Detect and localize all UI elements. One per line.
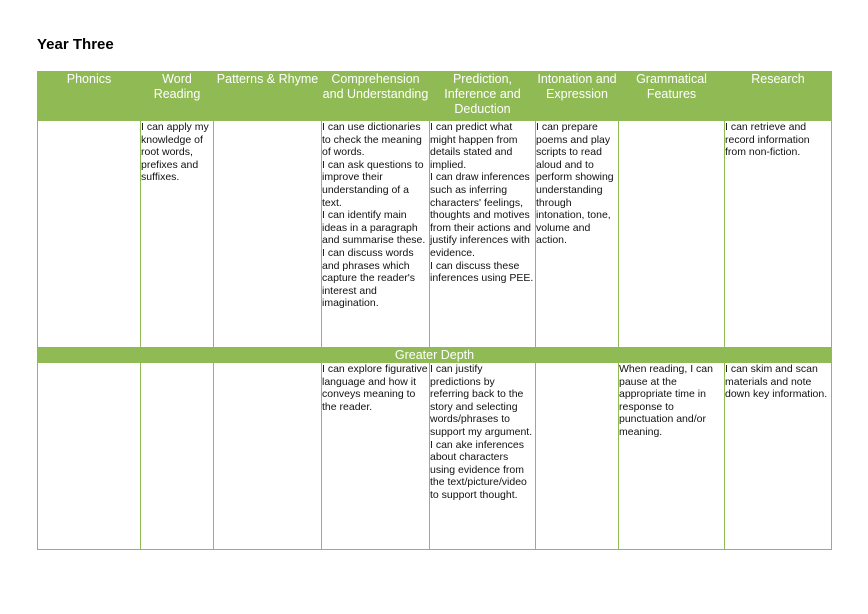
comprehension-cell (322, 121, 430, 348)
statement: I can ake inferences about characters using evidence from the text/picture/video to support thought. (430, 438, 527, 501)
patterns-rhyme-cell (214, 121, 322, 348)
intonation-cell (536, 363, 619, 550)
research-cell (725, 121, 832, 348)
prediction-cell (430, 121, 536, 348)
column-header-word-reading: Word Reading (141, 72, 214, 121)
statement: I can identify main ideas in a paragraph and summarise these. (322, 209, 426, 247)
statement: I can discuss these inferences using PEE. (430, 259, 534, 285)
prediction-cell (430, 363, 536, 550)
grammatical-cell (619, 363, 725, 550)
column-header-grammatical: Grammatical Features (619, 72, 725, 121)
standard-row (38, 121, 832, 348)
comprehension-cell (322, 363, 430, 550)
statement: When reading, I can pause at the appropriate time in response to punctuation and/or meaning. (619, 363, 713, 438)
research-cell (725, 363, 832, 550)
statement: I can retrieve and record information from non-fiction. (725, 121, 810, 159)
statement: I can draw inferences such as inferring characters' feelings, thoughts and motives from their actions and justify inferences with evidence. (430, 171, 531, 259)
greater-depth-row (38, 363, 832, 550)
statement: I can explore figurative language and how it conveys meaning to the reader. (322, 363, 428, 413)
column-header-research: Research (725, 72, 832, 121)
header-row (38, 72, 832, 121)
column-header-prediction: Prediction, Inference and Deduction (430, 72, 536, 121)
statement: I can ask questions to improve their understanding of a text. (322, 158, 424, 209)
word-reading-cell (141, 363, 214, 550)
statement: I can use dictionaries to check the meaning of words. (322, 121, 422, 159)
column-header-patterns-rhyme: Patterns & Rhyme (214, 72, 322, 121)
column-header-intonation: Intonation and Expression (536, 72, 619, 121)
column-header-comprehension: Comprehension and Understanding (322, 72, 430, 121)
phonics-cell (38, 121, 141, 348)
intonation-cell (536, 121, 619, 348)
greater-depth-divider (38, 348, 832, 363)
reading-objectives-table (37, 71, 832, 550)
statement: I can predict what might happen from details stated and implied. (430, 121, 518, 171)
column-header-phonics: Phonics (38, 72, 141, 121)
greater-depth-label: Greater Depth (38, 348, 832, 363)
patterns-rhyme-cell (214, 363, 322, 550)
statement: I can apply my knowledge of root words, prefixes and suffixes. (141, 121, 209, 184)
word-reading-cell (141, 121, 214, 348)
statement: I can prepare poems and play scripts to read aloud and to perform showing understanding through intonation, tone, volume and action. (536, 121, 614, 247)
statement: I can skim and scan materials and note down key information. (725, 363, 828, 401)
grammatical-cell (619, 121, 725, 348)
phonics-cell (38, 363, 141, 550)
statement: I can discuss words and phrases which capture the reader's interest and imagination. (322, 246, 416, 310)
page-title: Year Three (37, 36, 114, 53)
statement: I can justify predictions by referring back to the story and selecting words/phrases to support my argument. (430, 363, 533, 438)
